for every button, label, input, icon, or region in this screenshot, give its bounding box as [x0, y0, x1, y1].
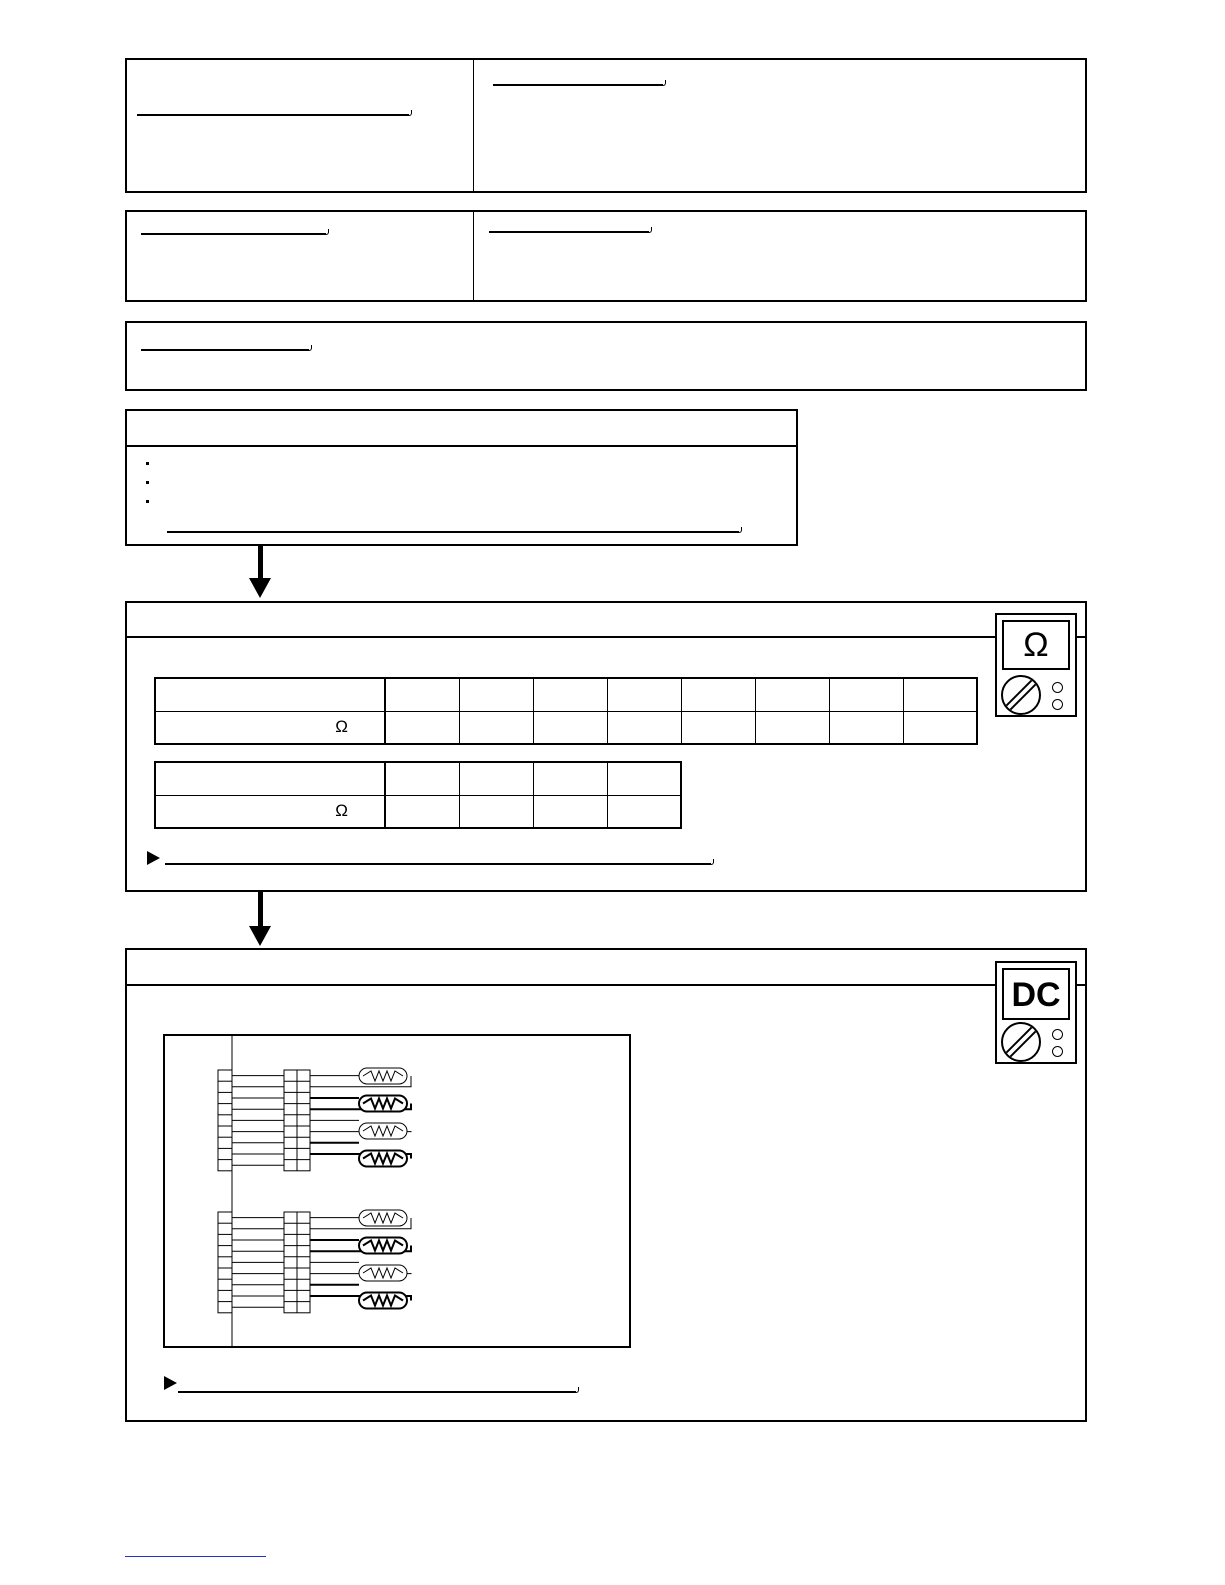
table-cell [607, 762, 681, 795]
table-cell [607, 795, 681, 828]
table-cell [755, 678, 829, 711]
ohmmeter-jack-icon [1052, 682, 1063, 693]
table-cell [459, 711, 533, 744]
check-box-header [127, 411, 796, 447]
table-cell [533, 762, 607, 795]
check-bullet-1 [146, 462, 149, 465]
resistance-unit-label: Ω [155, 795, 385, 828]
table-cell [459, 762, 533, 795]
voltage-check-header [127, 950, 1085, 986]
resistance-unit-label: Ω [155, 711, 385, 744]
arrow-marker-icon [164, 1376, 177, 1390]
table-cell [533, 678, 607, 711]
resistance-check-field [165, 863, 711, 865]
dc-voltmeter-icon [995, 961, 1077, 1064]
sensor-wiring-diagram [163, 1034, 633, 1350]
table-row [155, 711, 977, 744]
table-cell [755, 711, 829, 744]
table-cell [829, 678, 903, 711]
table-cell [681, 711, 755, 744]
info-box-2-left-field [141, 233, 326, 235]
table-row [155, 678, 977, 711]
table-cell [459, 678, 533, 711]
info-box-1-right-field [493, 84, 663, 86]
table-cell [385, 795, 459, 828]
resistance-check-header [127, 603, 1085, 638]
table-cell [459, 795, 533, 828]
resistance-check-box [125, 601, 1087, 892]
ohmmeter-display: Ω [1002, 620, 1070, 670]
info-box-2 [125, 210, 1087, 302]
footer-link[interactable] [125, 1556, 266, 1557]
ohmmeter-jack-icon [1052, 699, 1063, 710]
table-cell [385, 711, 459, 744]
check-bullet-3 [146, 500, 149, 503]
info-box-1-divider [473, 60, 474, 191]
resistance-table-1 [154, 677, 978, 745]
info-box-1 [125, 58, 1087, 193]
ohmmeter-icon [995, 613, 1077, 717]
table-cell [533, 711, 607, 744]
table-cell [903, 711, 977, 744]
table-row [155, 795, 681, 828]
voltage-check-field [178, 1391, 576, 1393]
connector-left [218, 1070, 232, 1171]
table-cell [681, 678, 755, 711]
table-cell [155, 762, 385, 795]
arrow-marker-icon [147, 851, 160, 865]
dc-voltmeter-dial-icon [1001, 1022, 1041, 1062]
check-bullet-2 [146, 481, 149, 484]
check-box [125, 409, 798, 546]
info-box-2-divider [473, 212, 474, 300]
info-box-3-field [141, 349, 309, 351]
table-cell [607, 711, 681, 744]
table-cell [385, 762, 459, 795]
table-cell [385, 678, 459, 711]
table-cell [533, 795, 607, 828]
info-box-1-left-field [137, 114, 409, 116]
dc-voltmeter-display: DC [1002, 968, 1070, 1020]
table-cell [607, 678, 681, 711]
info-box-2-right-field [489, 231, 649, 233]
dc-voltmeter-jack-icon [1052, 1029, 1063, 1040]
resistance-table-2 [154, 761, 682, 829]
voltage-check-box [125, 948, 1087, 1422]
table-cell [155, 678, 385, 711]
ohmmeter-dial-icon [1001, 675, 1041, 715]
info-box-3 [125, 321, 1087, 391]
check-box-field [167, 531, 739, 533]
connector-left [218, 1212, 232, 1313]
table-row [155, 762, 681, 795]
table-cell [903, 678, 977, 711]
dc-voltmeter-jack-icon [1052, 1046, 1063, 1057]
table-cell [829, 711, 903, 744]
